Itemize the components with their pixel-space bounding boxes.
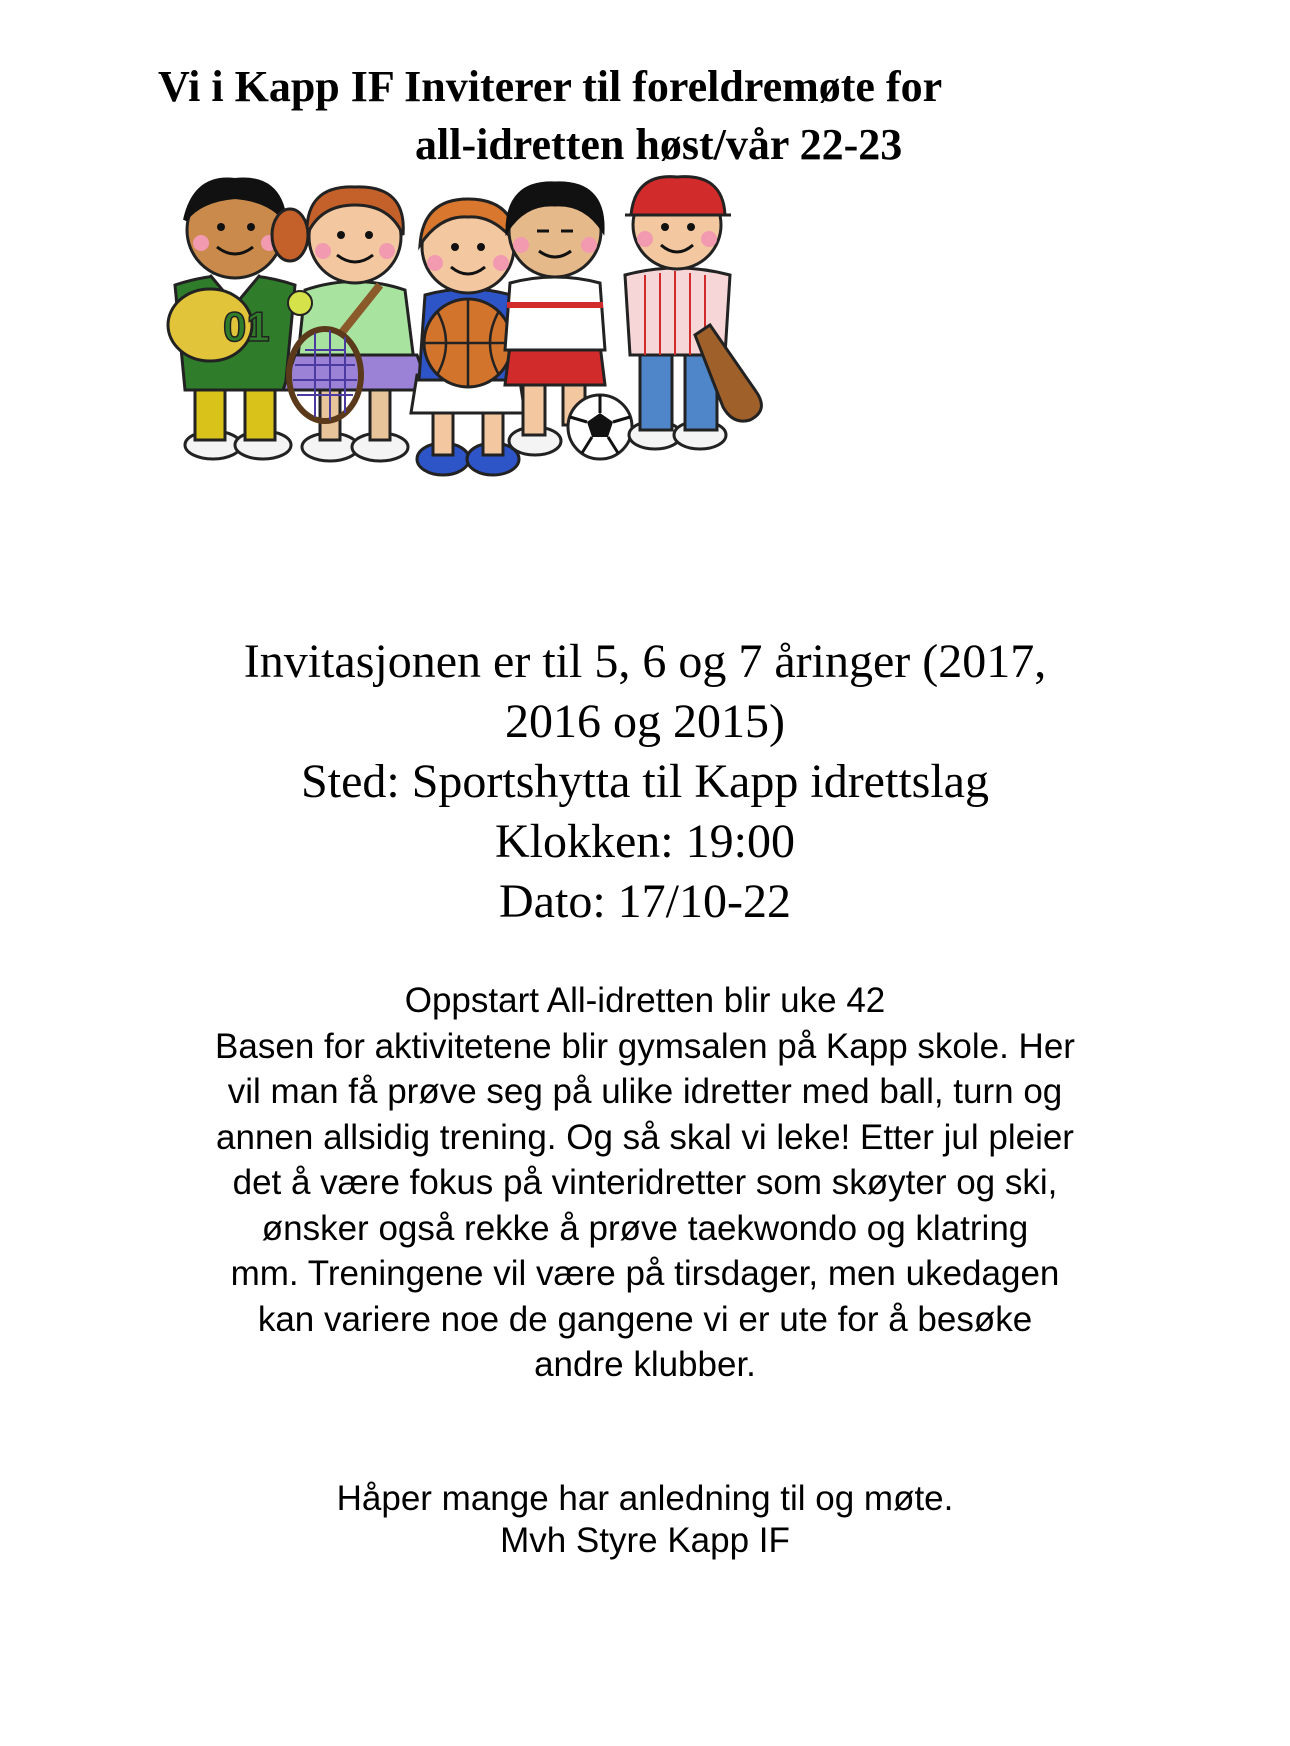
signature: Mvh Styre Kapp IF <box>500 1521 790 1560</box>
description-line: annen allsidig trening. Og så skal vi leke! Etter jul pleier <box>216 1117 1074 1157</box>
kids-sports-illustration <box>155 175 855 540</box>
description-line: andre klubber. <box>534 1345 756 1384</box>
title-line-2: all-idretten høst/vår 22-23 <box>415 120 903 169</box>
closing-line-1: Håper mange har anledning til og møte. <box>336 1479 954 1518</box>
activity-description <box>150 978 1140 1388</box>
description-line: det å være fokus på vinteridretter som skøyter og ski, <box>232 1163 1058 1202</box>
description-line: ønsker også rekke å prøve taekwondo og klatring <box>261 1208 1029 1248</box>
description-line: mm. Treningene vil være på tirsdager, men ukedagen <box>230 1254 1060 1293</box>
info-invitation-line-1: Invitasjonen er til 5, 6 og 7 åringer (2017, <box>243 635 1047 688</box>
title-line-1: Vi i Kapp IF Inviterer til foreldremøte for <box>158 62 943 111</box>
closing-message <box>0 1478 1290 1562</box>
football-number: 01 <box>223 303 270 350</box>
info-location: Sted: Sportshytta til Kapp idrettslag <box>301 755 989 808</box>
info-invitation-line-2: 2016 og 2015) <box>505 695 785 748</box>
info-time: Klokken: 19:00 <box>495 815 795 868</box>
description-line: Basen for aktivitetene blir gymsalen på Kapp skole. Her <box>215 1026 1075 1066</box>
description-line: vil man få prøve seg på ulike idretter med ball, turn og <box>227 1072 1063 1111</box>
event-info <box>0 632 1290 932</box>
basketball-icon <box>424 299 512 387</box>
kid-soccer <box>505 183 632 459</box>
kid-baseball <box>625 177 761 449</box>
kid-tennis <box>272 187 430 461</box>
info-date: Dato: 17/10-22 <box>499 875 791 928</box>
soccer-ball-icon <box>568 395 632 459</box>
description-line: Oppstart All-idretten blir uke 42 <box>404 981 886 1020</box>
description-line: kan variere noe de gangene vi er ute for å besøke <box>257 1299 1033 1339</box>
